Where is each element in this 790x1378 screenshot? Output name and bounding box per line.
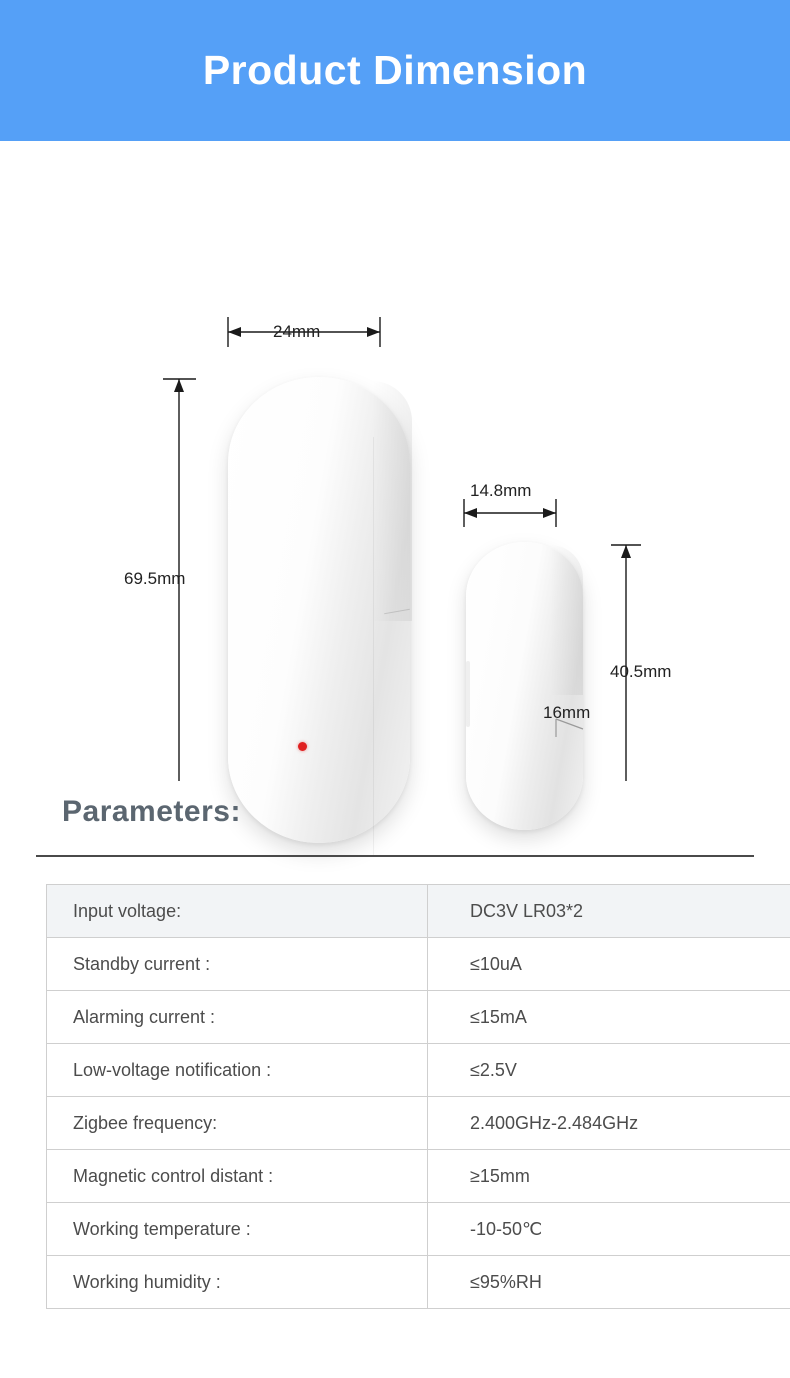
param-value: 2.400GHz-2.484GHz [428, 1097, 790, 1150]
table-row [47, 1256, 790, 1309]
table-row [47, 1203, 790, 1256]
parameters-table [46, 884, 790, 1309]
param-value: ≤2.5V [428, 1044, 790, 1097]
parameters-table-wrapper [46, 884, 746, 1309]
param-label: Zigbee frequency: [47, 1097, 428, 1150]
param-label: Low-voltage notification : [47, 1044, 428, 1097]
dimension-label-depth-magnet: 16mm [543, 703, 591, 722]
param-value: ≤15mA [428, 991, 790, 1044]
parameters-divider [36, 855, 754, 857]
main-body-bevel-shading [372, 381, 412, 621]
param-value: ≤95%RH [428, 1256, 790, 1309]
table-row [47, 1044, 790, 1097]
table-row [47, 885, 790, 938]
table-row [47, 1150, 790, 1203]
page-header [0, 0, 790, 141]
dimension-label-height-main: 69.5mm [124, 569, 186, 588]
dimension-label-width-magnet: 14.8mm [470, 481, 532, 500]
table-row [47, 1097, 790, 1150]
param-label: Standby current : [47, 938, 428, 991]
param-value: -10-50℃ [428, 1203, 790, 1256]
dimension-diagram [0, 141, 790, 781]
magnet-bevel-shading [550, 545, 583, 695]
param-value: ≤10uA [428, 938, 790, 991]
table-row [47, 938, 790, 991]
dimension-label-height-magnet: 40.5mm [610, 662, 672, 681]
param-value: DC3V LR03*2 [428, 885, 790, 938]
magnet-side-notch [466, 661, 470, 727]
param-label: Working humidity : [47, 1256, 428, 1309]
table-row [47, 991, 790, 1044]
dimension-label-width-main: 24mm [273, 322, 321, 341]
param-value: ≥15mm [428, 1150, 790, 1203]
parameters-heading: Parameters: [62, 795, 241, 828]
param-label: Magnetic control distant : [47, 1150, 428, 1203]
param-label: Alarming current : [47, 991, 428, 1044]
param-label: Input voltage: [47, 885, 428, 938]
led-indicator-icon [298, 742, 307, 751]
param-label: Working temperature : [47, 1203, 428, 1256]
page-title: Product Dimension [202, 47, 588, 93]
